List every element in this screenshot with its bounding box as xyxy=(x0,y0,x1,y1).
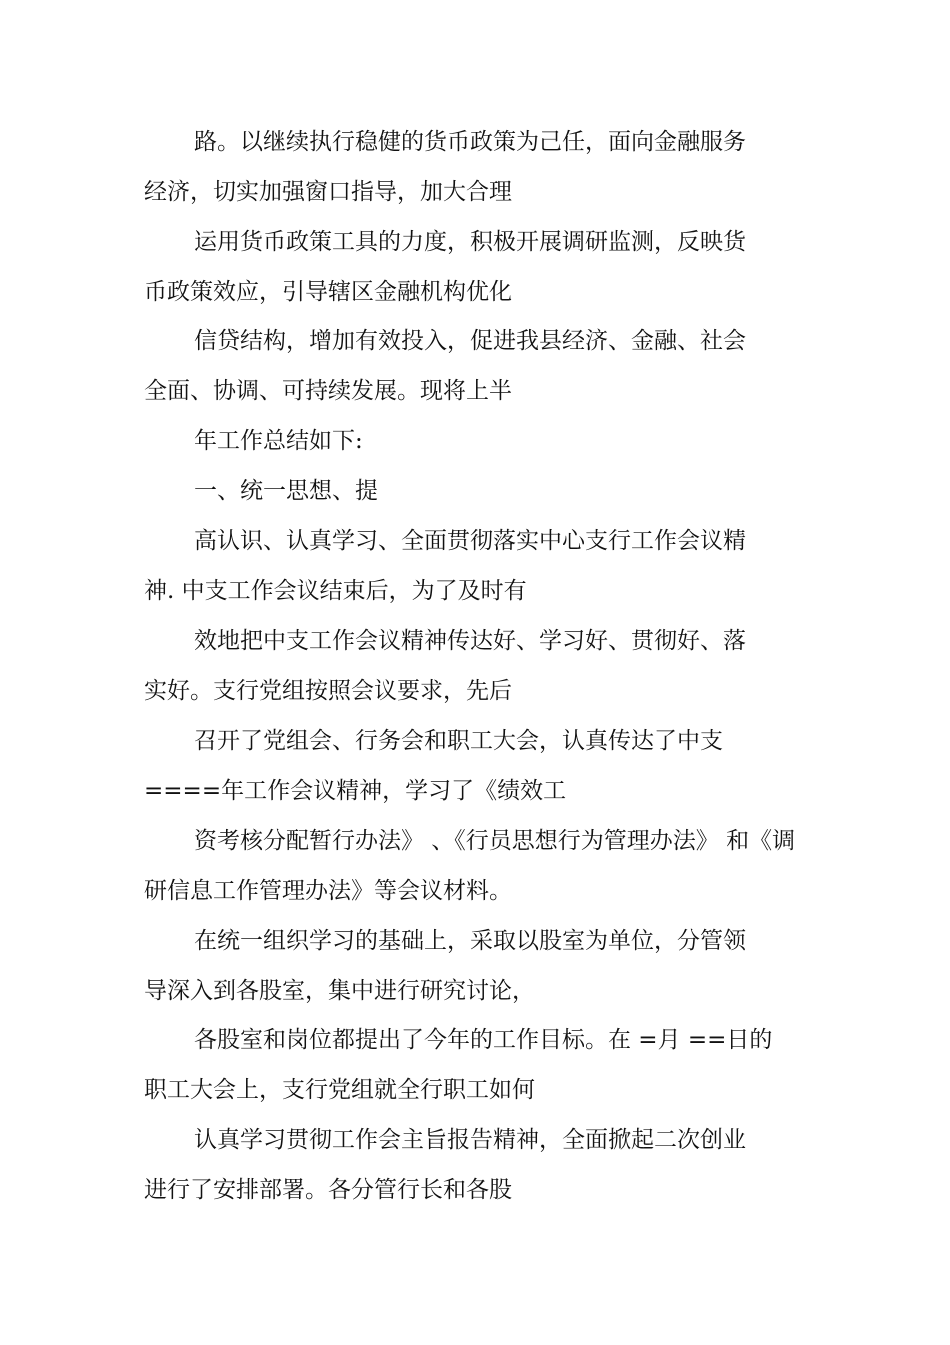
paragraph-line: 导深入到各股室，集中进行研究讨论， xyxy=(144,978,535,1004)
paragraph-line: ====年工作会议精神，学习了《绩效工 xyxy=(144,778,567,804)
paragraph-line: 资考核分配暂行办法》 、《行员思想行为管理办法》 和《调 xyxy=(194,828,796,854)
paragraph-line: 信贷结构，增加有效投入，促进我县经济、金融、社会 xyxy=(194,328,746,354)
paragraph-line: 在统一组织学习的基础上，采取以股室为单位，分管领 xyxy=(194,928,746,954)
paragraph-line: 神. 中支工作会议结束后，为了及时有 xyxy=(144,578,527,604)
paragraph-line: 职工大会上，支行党组就全行职工如何 xyxy=(144,1077,535,1103)
paragraph-line: 效地把中支工作会议精神传达好、学习好、贯彻好、落 xyxy=(194,628,746,654)
paragraph-line: 各股室和岗位都提出了今年的工作目标。在 =月 ==日的 xyxy=(194,1027,773,1053)
paragraph-line: 高认识、认真学习、全面贯彻落实中心支行工作会议精 xyxy=(194,528,746,554)
paragraph-line: 经济，切实加强窗口指导，加大合理 xyxy=(144,179,512,205)
paragraph-line: 路。以继续执行稳健的货币政策为己任，面向金融服务 xyxy=(194,129,746,155)
paragraph-line: 认真学习贯彻工作会主旨报告精神，全面掀起二次创业 xyxy=(194,1127,746,1153)
paragraph-line: 币政策效应，引导辖区金融机构优化 xyxy=(144,279,512,305)
section-heading: 一、统一思想、提 xyxy=(194,478,378,504)
paragraph-line: 召开了党组会、行务会和职工大会，认真传达了中支 xyxy=(194,728,723,754)
paragraph-line: 研信息工作管理办法》等会议材料。 xyxy=(144,878,512,904)
paragraph-line: 进行了安排部署。各分管行长和各股 xyxy=(144,1177,512,1203)
paragraph-line: 运用货币政策工具的力度，积极开展调研监测，反映货 xyxy=(194,229,746,255)
paragraph-line: 实好。支行党组按照会议要求，先后 xyxy=(144,678,512,704)
paragraph-line: 全面、协调、可持续发展。现将上半 xyxy=(144,378,512,404)
paragraph-line: 年工作总结如下: xyxy=(194,428,363,454)
